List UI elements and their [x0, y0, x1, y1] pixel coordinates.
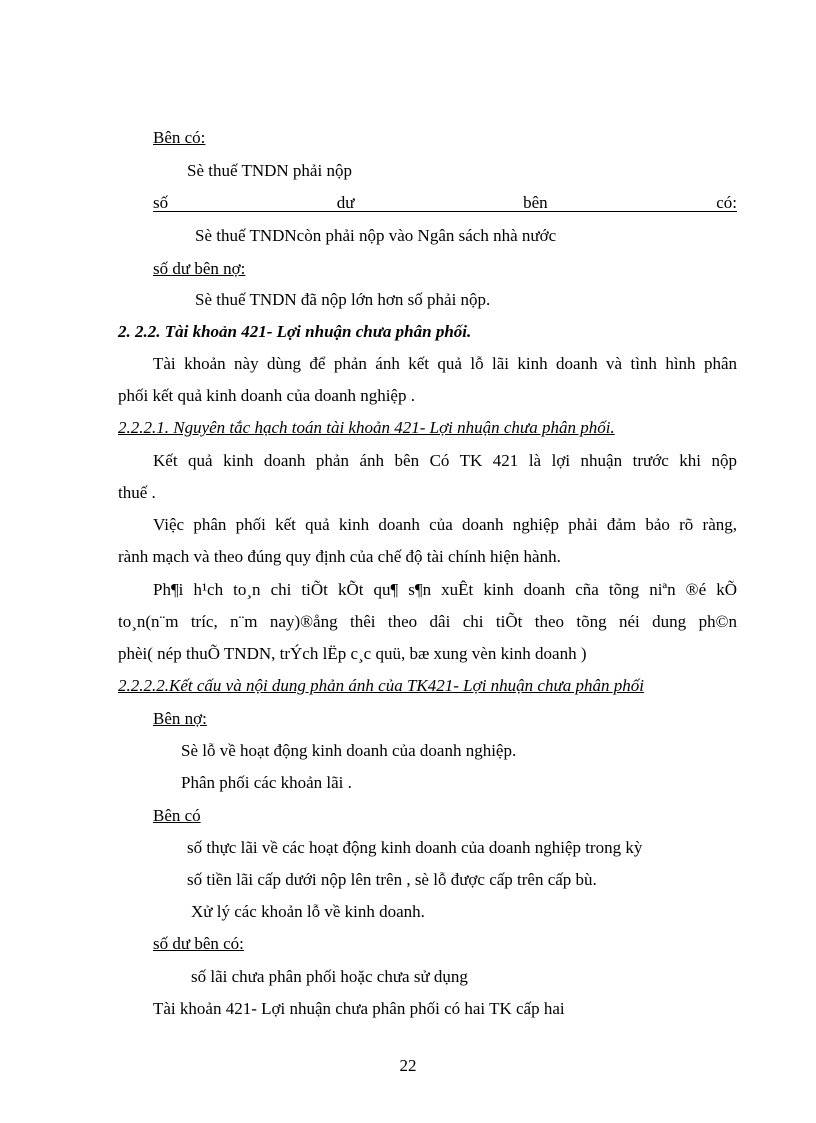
- text-line: Sè lỗ về hoạt động kinh doanh của doanh nghiệp.: [181, 741, 517, 760]
- heading-ben-no: Bên nợ:: [153, 709, 207, 728]
- heading-so-du-ben-co-2: số dư bên có:: [153, 934, 244, 953]
- text-line: Xử lý các khoản lỗ về kinh doanh.: [191, 902, 425, 921]
- text-line: Sè thuế TNDN phải nộp: [187, 161, 352, 180]
- paragraph-line: Kết quả kinh doanh phản ánh bên Có TK 421 là lợi nhuận trước khi nộp: [153, 451, 737, 470]
- heading-so-du-ben-no: số dư bên nợ:: [153, 259, 246, 278]
- heading-ben-co-2: Bên có: [153, 806, 201, 825]
- heading-so-du-ben-co-justified: [153, 193, 737, 213]
- underline-rule: [153, 211, 737, 212]
- word: bên: [523, 193, 548, 212]
- word: có:: [716, 193, 737, 212]
- text-line: Sè thuế TNDNcòn phải nộp vào Ngân sách nhà nước: [195, 226, 557, 245]
- text-line: Sè thuế TNDN đã nộp lớn hơn số phải nộp.: [195, 290, 491, 309]
- text-line: số lãi chưa phân phối hoặc chưa sử dụng: [191, 967, 468, 986]
- word: số: [153, 193, 169, 212]
- paragraph-line: Việc phân phối kết quả kinh doanh của doanh nghiệp phải đảm bảo rõ ràng,: [153, 515, 737, 534]
- text-line: số tiền lãi cấp dưới nộp lên trên , sè lỗ được cấp trên cấp bù.: [187, 870, 597, 889]
- subsection-heading-2-2-2-2: 2.2.2.2.Kết cấu và nội dung phản ánh của TK421- Lợi nhuận chưa phân phối: [118, 676, 644, 695]
- heading-ben-co: Bên có:: [153, 128, 206, 147]
- paragraph-line: Tài khoản này dùng để phản ánh kết quả lỗ lãi kinh doanh và tình hình phân: [153, 354, 737, 373]
- text-line: Tài khoản 421- Lợi nhuận chưa phân phối có hai TK cấp hai: [153, 999, 565, 1018]
- page-number: 22: [399, 1056, 417, 1075]
- paragraph-line-garbled: Ph¶i h¹ch to¸n chi tiÕt kÕt qu¶ s¶n xuÊt kinh doanh cña tõng niªn ®é kÕ: [153, 580, 737, 599]
- text-line: Phân phối các khoản lãi .: [181, 773, 352, 792]
- paragraph-line: phối kết quả kinh doanh của doanh nghiệp .: [118, 386, 415, 405]
- section-heading-2-2-2: 2. 2.2. Tài khoản 421- Lợi nhuận chưa phân phối.: [118, 322, 472, 341]
- subsection-heading-2-2-2-1: 2.2.2.1. Nguyên tắc hạch toán tài khoản 421- Lợi nhuận chưa phân phối.: [118, 418, 615, 437]
- paragraph-line: thuế .: [118, 483, 156, 502]
- paragraph-line: rành mạch và theo đúng quy định của chế độ tài chính hiện hành.: [118, 547, 561, 566]
- paragraph-line-garbled: to¸n(n¨m tríc, n¨m nay)®ång thêi theo dâi chi tiÕt theo tõng néi dung ph©n: [118, 612, 737, 631]
- word: dư: [336, 193, 355, 212]
- paragraph-line-garbled: phèi( nép thuÕ TNDN, trÝch lËp c¸c quü, bæ xung vèn kinh doanh ): [118, 644, 587, 663]
- text-line: số thực lãi về các hoạt động kinh doanh của doanh nghiệp trong kỳ: [187, 838, 643, 857]
